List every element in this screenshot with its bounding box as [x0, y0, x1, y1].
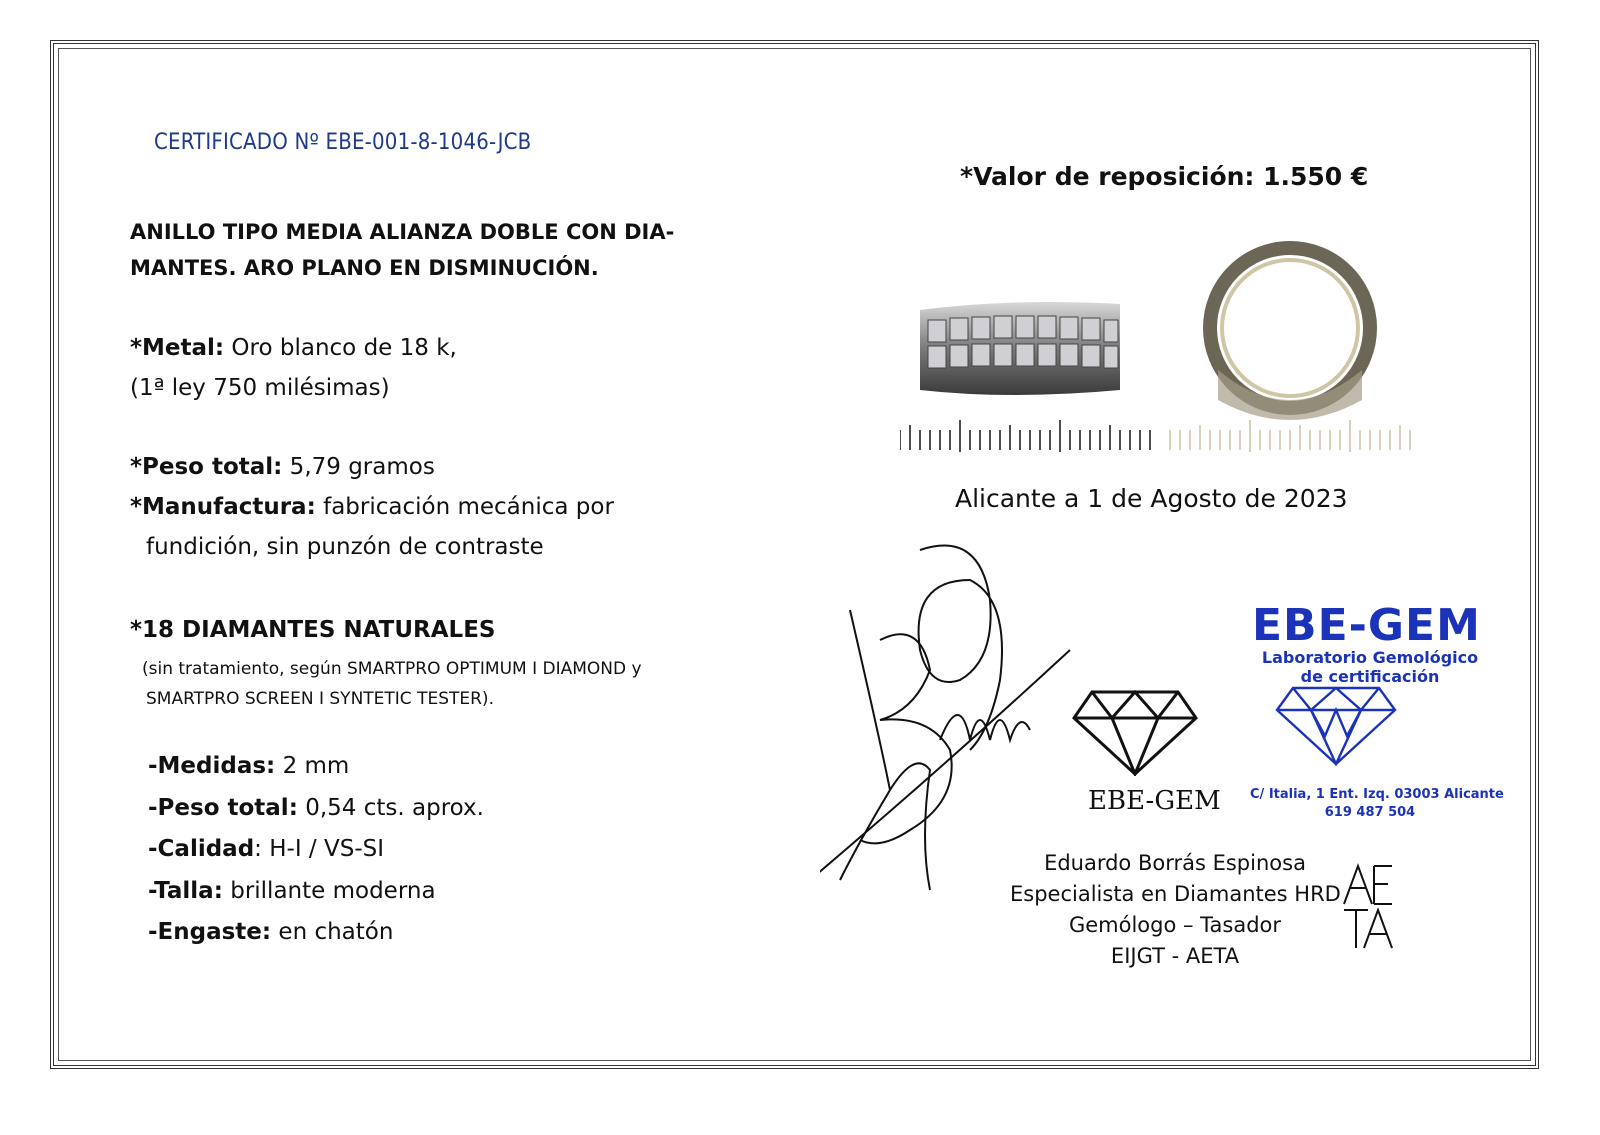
diamonds-note-1: (sin tratamiento, según SMARTPRO OPTIMUM I DIAMOND y — [142, 659, 642, 679]
blue-diamond-stamp-icon — [1275, 686, 1397, 766]
item-title-line-1: ANILLO TIPO MEDIA ALIANZA DOBLE CON DIA- — [130, 220, 675, 244]
signatory-name: Eduardo Borrás Espinosa — [1044, 851, 1306, 875]
lab-address — [1250, 786, 1504, 822]
lab-name: EBE-GEM — [1252, 600, 1481, 651]
measuring-ruler-faded — [1170, 420, 1410, 452]
lab-address-line: C/ Italia, 1 Ent. Izq. 03003 Alicante — [1250, 787, 1504, 802]
signatory-role: Gemólogo – Tasador — [1068, 913, 1282, 937]
aeta-logo-icon — [1340, 862, 1396, 952]
lab-phone: 619 487 504 — [1324, 805, 1416, 820]
weight-value: 5,79 gramos — [282, 454, 435, 480]
lab-logo-text: EBE-GEM — [1088, 786, 1221, 816]
metal-field — [130, 328, 457, 408]
metal-label: *Metal: — [130, 335, 225, 361]
lab-subtitle — [1250, 648, 1490, 686]
weight-field — [130, 447, 435, 487]
measuring-ruler — [900, 420, 1150, 452]
spec-row: -Talla: brillante moderna — [148, 877, 436, 904]
diamonds-note-2: SMARTPRO SCREEN I SYNTETIC TESTER). — [146, 689, 494, 709]
lab-subtitle-1: Laboratorio Gemológico — [1261, 648, 1479, 667]
signatory-affiliation: EIJGT - AETA — [1110, 944, 1240, 968]
manufacture-label: *Manufactura: — [130, 494, 316, 520]
ring-photo — [900, 240, 1420, 460]
replacement-value: *Valor de reposición: 1.550 € — [960, 162, 1369, 191]
metal-value: Oro blanco de 18 k, — [224, 335, 457, 361]
weight-label: *Peso total: — [130, 454, 283, 480]
diamonds-note — [142, 654, 642, 714]
item-title — [130, 214, 674, 286]
issue-date: Alicante a 1 de Agosto de 2023 — [955, 484, 1348, 513]
lab-subtitle-2: de certificación — [1300, 667, 1440, 686]
diamond-logo-icon — [1072, 690, 1198, 776]
manufacture-value: fabricación mecánica por — [315, 494, 614, 520]
ring-front-view — [1210, 248, 1370, 420]
signatory-title: Especialista en Diamantes HRD — [1010, 882, 1341, 906]
spec-row: -Engaste: en chatón — [148, 919, 394, 945]
certificate-number: CERTIFICADO Nº EBE-001-8-1046-JCB — [154, 130, 532, 155]
metal-value-2: (1ª ley 750 milésimas) — [130, 375, 390, 401]
item-title-line-2: MANTES. ARO PLANO EN DISMINUCIÓN. — [130, 256, 599, 280]
ring-side-view — [920, 302, 1120, 395]
spec-row: -Peso total: 0,54 cts. aprox. — [148, 794, 484, 821]
manufacture-field — [130, 487, 614, 567]
diamond-specs — [148, 746, 484, 954]
spec-row: -Medidas: 2 mm — [148, 753, 350, 779]
manufacture-value-2: fundición, sin punzón de contraste — [146, 534, 544, 560]
spec-row: -Calidad: H-I / VS-SI — [148, 836, 384, 862]
signatory-block — [1010, 848, 1340, 972]
diamonds-heading: *18 DIAMANTES NATURALES — [130, 617, 496, 643]
